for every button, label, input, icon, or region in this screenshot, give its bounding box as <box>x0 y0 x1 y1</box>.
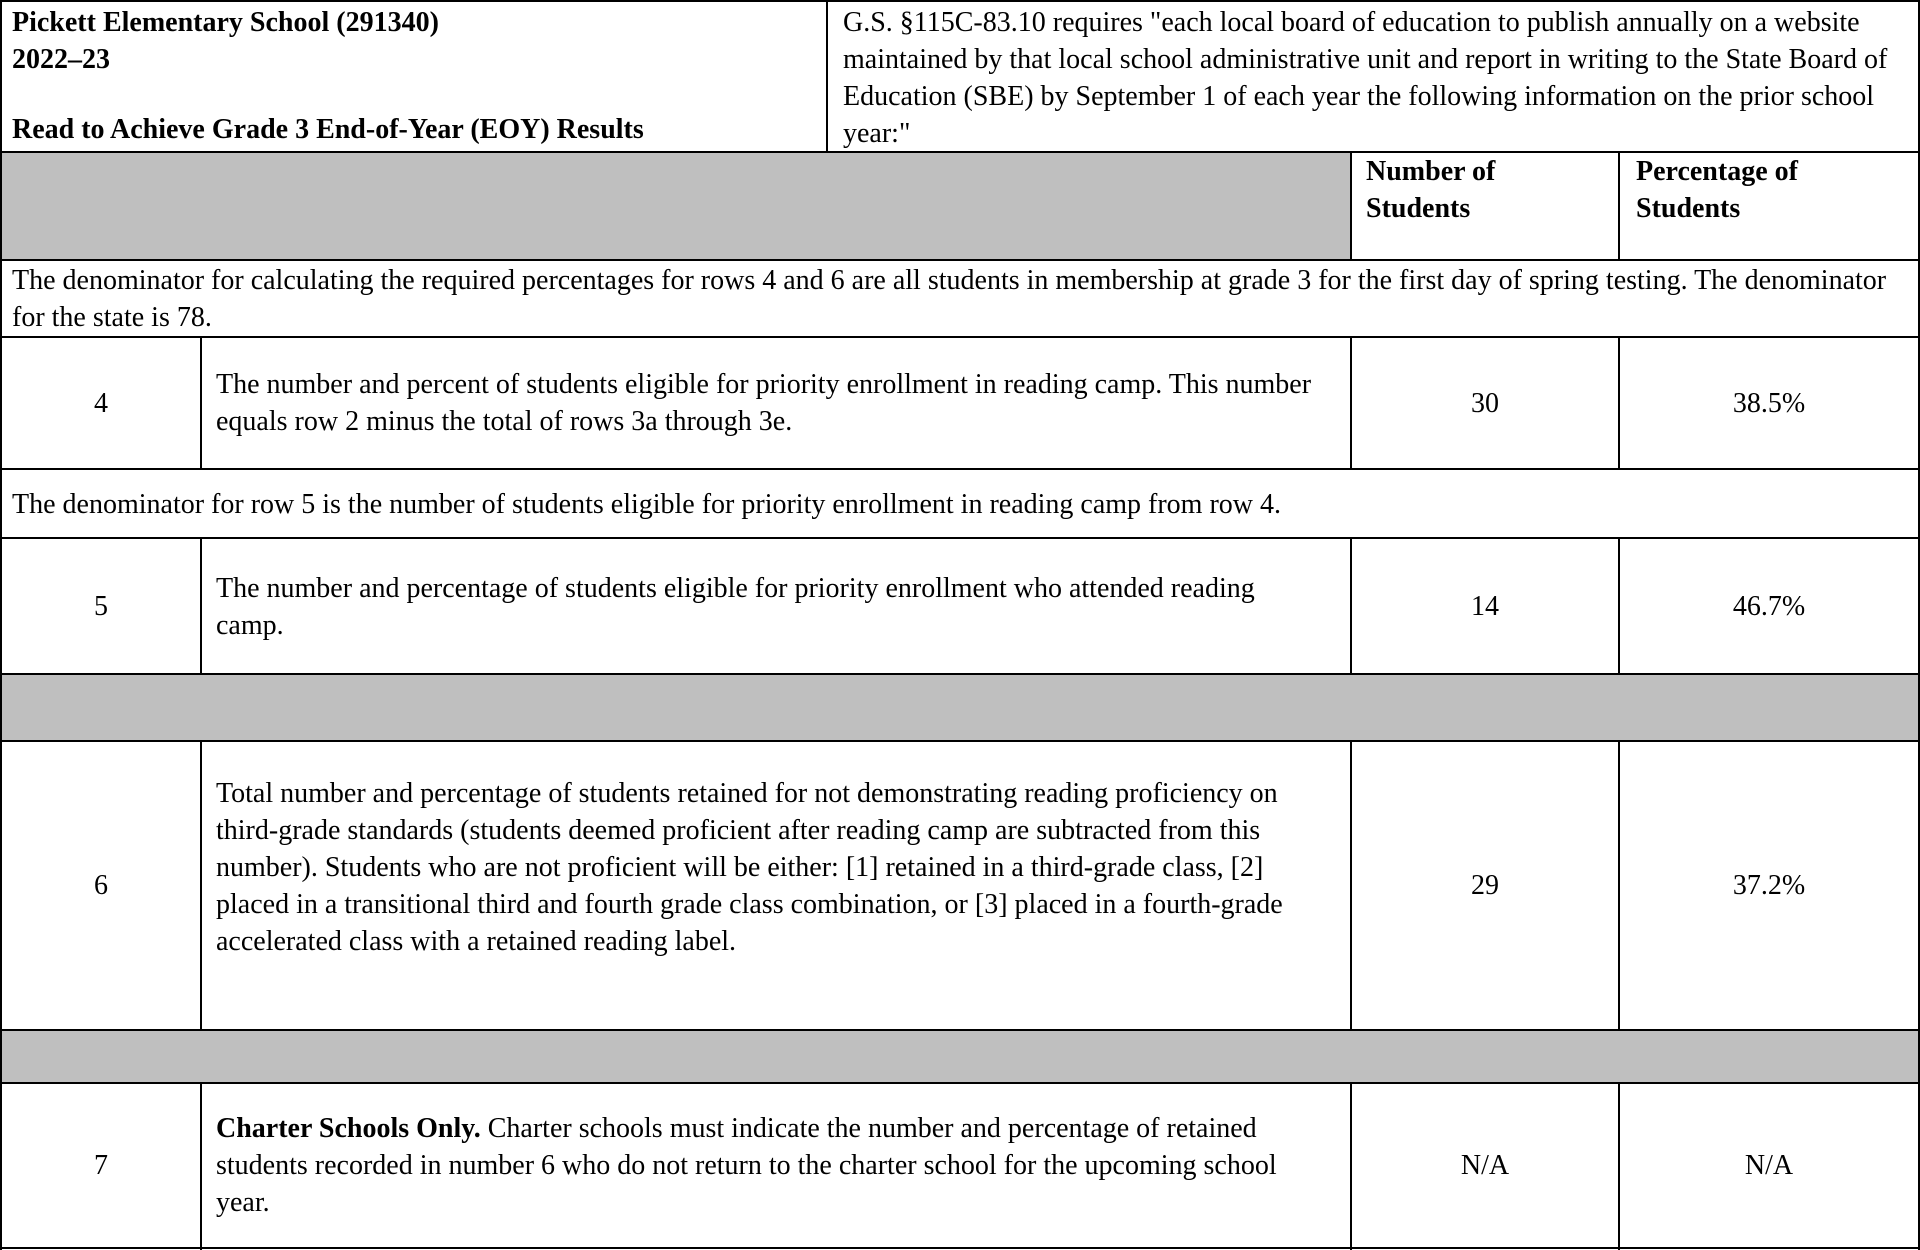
rule <box>200 336 202 469</box>
rule <box>0 1247 1920 1249</box>
row-number: 29 <box>1471 870 1499 901</box>
rule <box>200 740 202 1030</box>
row-number: 14 <box>1471 590 1499 622</box>
separator-band-2 <box>0 1031 1920 1083</box>
rule <box>0 259 1920 261</box>
row-description-text: Charter schools must indicate the number and percentage of retained students recorded in number 6 who do not return to the charter school for the upcoming school year. <box>216 1113 1277 1218</box>
rule <box>0 468 1920 470</box>
column-header-percentage: Percentage of Students <box>1636 156 1798 224</box>
row-id: 5 <box>94 590 108 622</box>
rule <box>200 537 202 674</box>
separator-band-1 <box>0 675 1920 741</box>
rule <box>0 673 1920 675</box>
rule <box>1618 151 1620 260</box>
report-title: Read to Achieve Grade 3 End-of-Year (EOY) Results <box>12 114 644 145</box>
row-number: 30 <box>1471 387 1499 419</box>
rule <box>826 0 828 152</box>
statute-text: G.S. §115C-83.10 requires "each local board of education to publish annually on a website maintained by that local school administrative unit and report in writing to the State Board of Education (SBE) by September 1 of each year the following information on the prior school year:" <box>843 7 1888 149</box>
row-number: N/A <box>1460 1150 1510 1181</box>
note-denominator-row-5: The denominator for row 5 is the number of students eligible for priority enrollment in reading camp from row 4. <box>12 489 1282 520</box>
rule <box>0 0 1920 2</box>
row-description: The number and percentage of students eligible for priority enrollment who attended reading camp. <box>216 573 1255 641</box>
rule <box>1350 151 1352 260</box>
row-description <box>216 1110 1336 1221</box>
school-year: 2022–23 <box>12 44 110 75</box>
rule <box>0 1029 1920 1031</box>
row-percentage: 38.5% <box>1732 387 1806 419</box>
row-percentage: 46.7% <box>1732 590 1806 622</box>
school-name: Pickett Elementary School (291340) <box>12 7 439 38</box>
column-header-number: Number of Students <box>1366 156 1496 224</box>
row-description: Total number and percentage of students retained for not demonstrating reading proficiency on third-grade standards (students deemed proficient after reading camp are subtracted from this number). Students who are not proficient will be either: [1] retained in a third-grade class, [2] placed in a transitional third and fourth grade class combination, or [3] placed in a fourth-grade accelerated class with a retained reading label. <box>216 778 1283 957</box>
row-description-bold-prefix: Charter Schools Only. <box>216 1113 481 1144</box>
row-id: 4 <box>94 387 108 419</box>
row-percentage: N/A <box>1744 1150 1794 1181</box>
row-percentage: 37.2% <box>1732 870 1806 901</box>
note-denominator-rows-4-6: The denominator for calculating the required percentages for rows 4 and 6 are all students in membership at grade 3 for the first day of spring testing. The denominator for the state is 78. <box>12 265 1887 333</box>
header-gray-band <box>0 152 1351 260</box>
row-description: The number and percent of students eligible for priority enrollment in reading camp. This number equals row 2 minus the total of rows 3a through 3e. <box>216 369 1312 437</box>
row-id: 6 <box>94 870 108 901</box>
row-id: 7 <box>94 1150 108 1181</box>
rule <box>200 1082 202 1250</box>
